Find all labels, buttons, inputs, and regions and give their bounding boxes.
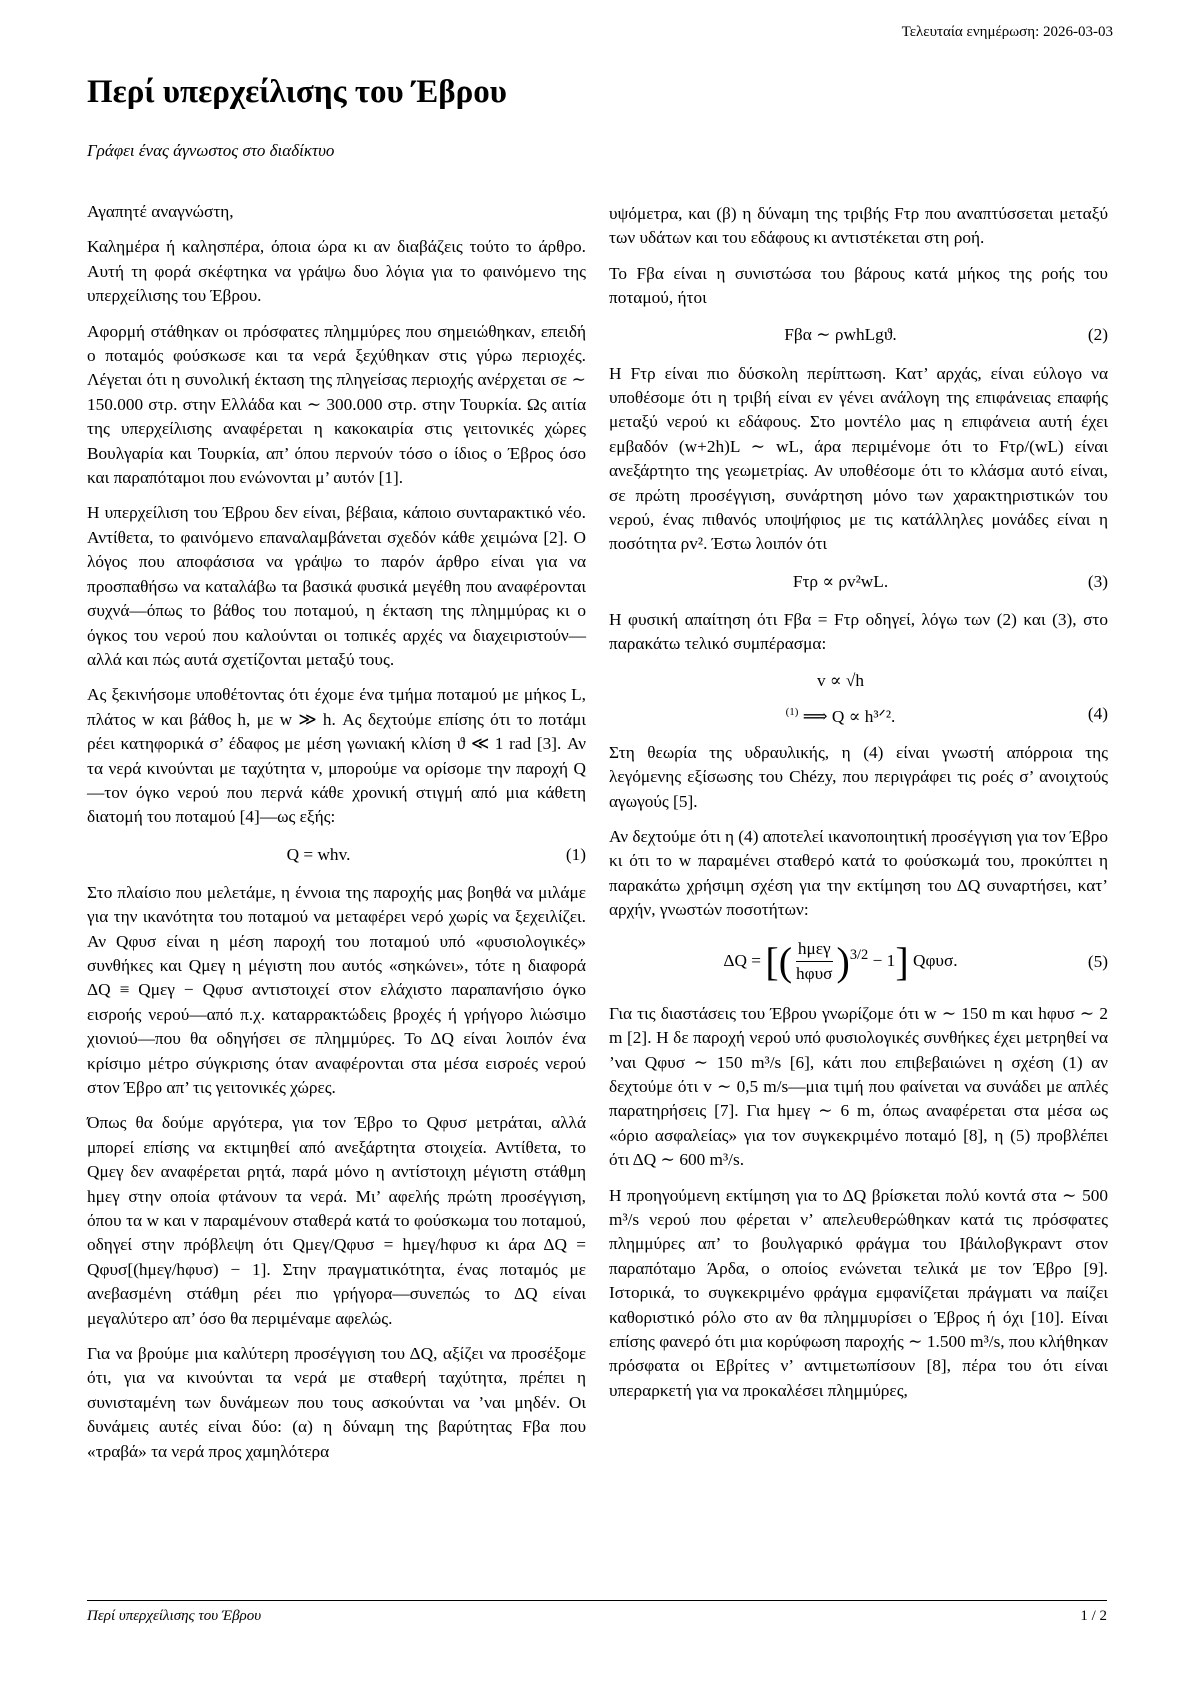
eq5-lhs: ΔQ = [723,950,762,970]
paragraph: Για τις διαστάσεις του Έβρου γνωρίζομε ότι w ∼ 150 m και hφυσ ∼ 2 m [2]. Η δε παροχή νερού υπό φυσιολογικές συνθήκες έχει μετρηθεί να ’ναι Qφυσ ∼ 150 m³/s [6], κάτι που επιβεβαιώνει η σχέση (1) αν δεχτούμε ότι v ∼ 0,5 m/s—μια τιμή που φαίνεται να συνάδει με απλές παρατηρήσεις [7]. Για hμεγ ∼ 6 m, όπως αναφέρεται στα μέσα ως «όριο ασφαλείας» για τον συγκεκριμένο ποταμό [8], η (5) προβλέπει ότι ΔQ ∼ 600 m³/s. [609,1003,1108,1170]
right-column [609,202,1108,1414]
paragraph: Αφορμή στάθηκαν οι πρόσφατες πλημμύρες που σημειώθηκαν, επειδή ο ποταμός φούσκωσε και τα νερά ξεχύθηκαν στις γύρω περιοχές. Λέγεται ότι η συνολική έκταση της πληγείσας περιοχής ανέρχεται σε ∼ 150.000 στρ. στην Ελλάδα και ∼ 300.000 στρ. στην Τουρκία. Ως αιτία της υπερχείλισης αναφέρεται η κακοκαιρία στις γειτονικές χώρες Βουλγαρία και Τουρκία, απ’ όπου περνούν τόσο ο ίδιος ο Έβρος όσο και παραπόταμοι που ενώνονται μ’ αυτόν [1]. [87,321,586,488]
paragraph: Στη θεωρία της υδραυλικής, η (4) είναι γνωστή απόρροια της λεγόμενης εξίσωσης του Chézy, που περιγράφει τις ροές σ’ ανοιχτούς αγωγούς [5]. [609,742,1108,811]
equation-body: ⟹ Q ∝ h³ᐟ². [802,706,896,726]
equation-body: v ∝ √h [816,671,865,691]
paragraph: Αν δεχτούμε ότι η (4) αποτελεί ικανοποιητική προσέγγιση για τον Έβρο κι ότι το w παραμένει σταθερό κατά το φούσκωμά του, προκύπτει η παρακάτω χρήσιμη σχέση για την εκτίμηση του ΔQ συναρτήσει, κατ’ αρχήν, γνωστών ποσοτήτων: [609,827,1109,920]
footer-divider [87,1600,1107,1601]
equation-1 [87,841,586,869]
paragraph: Ας ξεκινήσομε υποθέτοντας ότι έχομε ένα τμήμα ποταμού με μήκος L, πλάτος w και βάθος h, με w ≫ h. Ας δεχτούμε επίσης ότι το ποτάμι ρέει κατηφορικά σ’ έδαφος με μέση γωνιακή κλίση ϑ ≪ 1 rad [3]. Αν τα νερά κινούνται με ταχύτητα v, μπορούμε να ορίσομε την παροχή Q—τον όγκο νερού που περνά κάθε χρονική στιγμή από μια κάθετη διατομή του ποταμού [4]—ως εξής: [87,685,586,827]
implication-label: (1) [785,705,799,718]
equation-2 [609,322,1108,350]
paragraph: Αγαπητέ αναγνώστη, [87,202,234,221]
equation-number: (1) [565,844,586,864]
equation-5: ΔQ = [( $\frac{\text{hμεγ}}{\text{hφυσ}}$ )$^{3/2}$ − 1] Qφυσ. (5) [609,934,1108,990]
page-number: 1 / 2 [1080,1608,1107,1624]
paragraph: Καλημέρα ή καλησπέρα, όποια ώρα κι αν διαβάζεις τούτο το άρθρο. Αυτή τη φορά σκέφτηκα να γράψω δυο λόγια για το φαινόμενο της υπερχείλισης του Έβρου. [87,237,586,306]
equation-body: Fτρ ∝ ρv²wL. [792,571,889,591]
article-title: Περί υπερχείλισης του Έβρου [87,74,507,110]
equation-body: Fβα ∼ ρwhLgϑ. [784,325,897,345]
paragraph: Όπως θα δούμε αργότερα, για τον Έβρο το Qφυσ μετράται, αλλά μπορεί επίσης να εκτιμηθεί από ανεξάρτητα στοιχεία. Αντίθετα, το Qμεγ δεν αναφέρεται ρητά, παρά μόνο η αντίστοιχη μέγιστη στάθμη hμεγ στην οποία φτάνουν τα νερά. Μι’ αφελής πρώτη προσέγγιση, όπου τα w και v παραμένουν σταθερά κατά το φούσκωμα του ποταμού, οδηγεί στην πρόβλεψη ότι Qμεγ/Qφυσ = hμεγ/hφυσ κι άρα ΔQ = Qφυσ[(hμεγ/hφυσ) − 1]. Στην πραγματικότητα, ένας ποταμός με ανεβασμένη στάθμη ρέει πιο γρήγορα—συνεπώς το ΔQ είναι μεγαλύτερο απ’ όσο θα περιμέναμε αφελώς. [87,1113,586,1328]
paragraph: Η φυσική απαίτηση ότι Fβα = Fτρ οδηγεί, λόγω των (2) και (3), στο παρακάτω τελικό συμπέρασμα: [609,609,1108,654]
footer-title: Περί υπερχείλισης του Έβρου [87,1608,262,1624]
author-line: Γράφει ένας άγνωστος στο διαδίκτυο [87,141,335,160]
left-column [87,200,586,1475]
height-ratio: $\frac{\text{hμεγ}}{\text{hφυσ}}$ [796,938,833,984]
eq5-tail: Qφυσ. [912,950,958,970]
equation-body: Q = whv. [286,844,351,864]
eq5-exponent: 3/2 [849,946,869,963]
paragraph: Στο πλαίσιο που μελετάμε, η έννοια της παροχής μας βοηθά να μιλάμε για την ικανότητα του ποταμού να μεταφέρει νερό χωρίς να ξεχειλίζει. Αν Qφυσ είναι η μέση παροχή του ποταμού υπό «φυσιολογικές» συνθήκες και Qμεγ η μέγιστη που αυτός «σηκώνει», τότε η διαφορά ΔQ ≡ Qμεγ − Qφυσ αντιστοιχεί στον ελάχιστο παραπανήσιο όγκο εισροής νερού—από π.χ. καταρρακτώδεις βροχές ή γρήγορο λιώσιμο χιονιού—που θα οδηγήσει σε πλημμύρες. Το ΔQ είναι λοιπόν ένα κρίσιμο μέτρο σύγκρισης όταν αναφέρονται στα μέσα εισροές νερού στον Έβρο απ’ τις γειτονικές χώρες. [87,882,586,1097]
equation-number: (3) [1087,571,1108,591]
paragraph: Η υπερχείλιση του Έβρου δεν είναι, βέβαια, κάποιο συνταρακτικό νέο. Αντίθετα, το φαινόμενο επαναλαμβάνεται σχεδόν κάθε χειμώνα [2]. Ο λόγος που αποφάσισα να γράψω το παρόν άρθρο είναι για να προσπαθήσω να καταλάβω τα βασικά φυσικά μεγέθη που αναφέρονται συχνά—όπως το βάθος του ποταμού, η έκταση της πλημμύρας κι ο όγκος του νερού που καλούνται οι τοπικές αρχές να διαχειριστούν—αλλά και πώς αυτά σχετίζονται μεταξύ τους. [87,503,586,669]
paragraph: υψόμετρα, και (β) η δύναμη της τριβής Fτρ που αναπτύσσεται μεταξύ των υδάτων και του εδάφους κι αντιστέκεται στη ροή. [609,204,1108,248]
equation-number: (4) [1087,704,1108,724]
equation-number: (5) [1087,951,1108,971]
paragraph: Η προηγούμενη εκτίμηση για το ΔQ βρίσκεται πολύ κοντά στα ∼ 500 m³/s νερού που φέρεται ν’ απελευθερώθηκαν κατά τις πρόσφατες πλημμύρες απ’ το βουλγαρικό φράγμα του Ιβάιλοβγκραντ στον παραπόταμο Άρδα, ο οποίος ενώνεται τελικά με τον Έβρο [9]. Ιστορικά, το συγκεκριμένο φράγμα εμφανίζεται πράγματι να παίζει καθοριστικό ρόλο στο αν θα πλημμυρίσει ο Έβρος ή όχι [10]. Είναι επίσης φανερό ότι μια κορύφωση παροχής ∼ 1.500 m³/s, που κλήθηκαν πρόσφατα οι Εβρίτες ν’ αντιμετωπίσουν [8], πέρα του ότι είναι υπεραρκετή για να προκαλέσει πλημμύρες, [609,1185,1108,1400]
eq5-minus-one: − 1 [872,950,896,970]
equation-number: (2) [1087,325,1108,345]
equation-3 [609,568,1108,596]
last-updated: Τελευταία ενημέρωση: 2026-03-03 [901,24,1113,40]
paragraph: Η Fτρ είναι πιο δύσκολη περίπτωση. Κατ’ αρχάς, είναι εύλογο να υποθέσομε ότι η τριβή είναι εν γένει ανάλογη της επιφάνειας επαφής μεταξύ νερού κι εδάφους. Στο μοντέλο μας η επιφάνεια αυτή έχει εμβαδόν (w+2h)L ∼ wL, άρα περιμένομε ότι το Fτρ/(wL) είναι ανεξάρτητο της γεωμετρίας. Αν υποθέσομε ότι το κλάσμα αυτό είναι, σε πρώτη προσέγγιση, συνάρτηση μόνο των χαρακτηριστικών του νερού, ένας πιθανός υποψήφιος με τις κατάλληλες μονάδες είναι η ποσότητα ρv². Έστω λοιπόν ότι [609,363,1108,554]
paragraph: Το Fβα είναι η συνιστώσα του βάρους κατά μήκος της ροής του ποταμού, ήτοι [609,263,1108,308]
paragraph: Για να βρούμε μια καλύτερη προσέγγιση του ΔQ, αξίζει να προσέξομε ότι, για να κινούνται τα νερά με σταθερή ταχύτητα, πρέπει η συνισταμένη των δυνάμεων που τους ασκούνται να ’ναι μηδέν. Οι δυνάμεις αυτές είναι δύο: (α) η δύναμη της βαρύτητας Fβα που «τραβά» τα νερά προς χαμηλότερα [87,1344,586,1461]
equation-4a [609,668,1108,696]
equation-4b [609,700,1108,729]
